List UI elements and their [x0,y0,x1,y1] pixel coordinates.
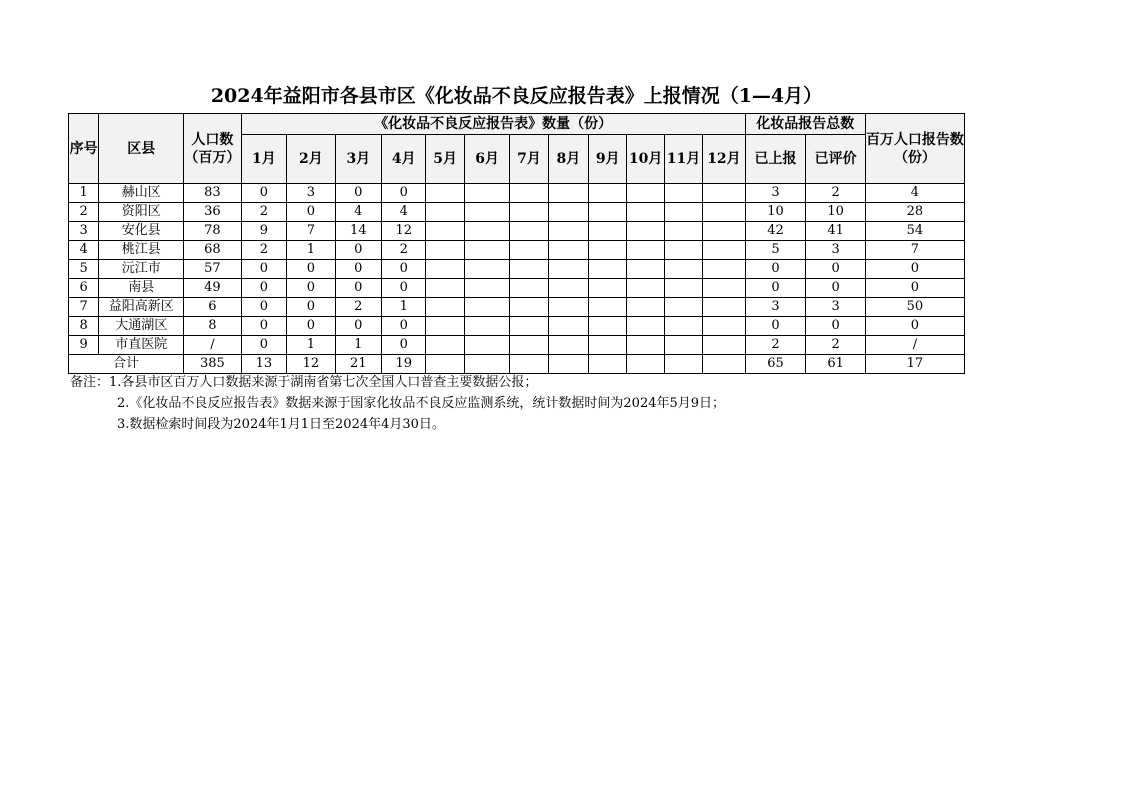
row-month-empty [464,279,509,298]
row-month-empty [703,317,746,336]
header-population: 人口数（百万） [184,114,242,184]
row-month-empty [664,279,702,298]
total-month-empty [510,355,548,374]
row-population: 68 [184,241,242,260]
row-population: 83 [184,184,242,203]
row-month-value: 0 [382,260,426,279]
row-month-value: 2 [241,241,286,260]
row-month-empty [664,336,702,355]
row-month-empty [426,222,464,241]
row-month-empty [510,298,548,317]
row-month-empty [464,203,509,222]
row-month-value: 4 [382,203,426,222]
row-reported: 0 [745,279,806,298]
table-row [69,184,965,203]
row-population: 6 [184,298,242,317]
row-per-million: / [865,336,964,355]
row-reported: 3 [745,298,806,317]
row-seq: 9 [69,336,99,355]
row-month-empty [510,317,548,336]
row-evaluated: 41 [806,222,866,241]
row-month-value: 0 [241,260,286,279]
row-month-empty [548,184,588,203]
row-month-empty [510,279,548,298]
row-reported: 2 [745,336,806,355]
header-district: 区县 [99,114,184,184]
row-district: 桃江县 [99,241,184,260]
row-month-value: 0 [241,298,286,317]
row-month-empty [627,241,664,260]
table-row [69,336,965,355]
header-month: 12月 [703,135,746,184]
row-month-value: 0 [335,184,381,203]
row-evaluated: 3 [806,241,866,260]
row-month-empty [426,203,464,222]
row-month-empty [664,184,702,203]
row-district: 大通湖区 [99,317,184,336]
header-month: 8月 [548,135,588,184]
row-month-value: 0 [241,184,286,203]
row-month-value: 4 [335,203,381,222]
row-population: 36 [184,203,242,222]
row-month-value: 0 [287,279,335,298]
row-month-empty [627,184,664,203]
row-population: 49 [184,279,242,298]
row-month-empty [589,260,627,279]
row-month-value: 0 [382,336,426,355]
row-per-million: 0 [865,317,964,336]
row-month-empty [703,279,746,298]
row-month-empty [426,317,464,336]
row-reported: 0 [745,260,806,279]
row-month-empty [589,279,627,298]
row-month-value: 0 [335,279,381,298]
row-month-empty [627,336,664,355]
row-month-empty [589,317,627,336]
header-month: 4月 [382,135,426,184]
row-per-million: 54 [865,222,964,241]
row-month-empty [664,222,702,241]
row-month-empty [664,241,702,260]
total-population: 385 [184,355,242,374]
row-district: 赫山区 [99,184,184,203]
row-month-empty [589,184,627,203]
row-month-empty [589,241,627,260]
row-seq: 5 [69,260,99,279]
row-month-value: 0 [335,260,381,279]
total-row [69,355,965,374]
row-month-empty [664,203,702,222]
row-month-empty [664,298,702,317]
row-month-empty [589,336,627,355]
row-month-empty [548,279,588,298]
row-month-empty [627,317,664,336]
row-month-empty [664,317,702,336]
total-evaluated: 61 [806,355,866,374]
row-population: 78 [184,222,242,241]
row-month-empty [464,222,509,241]
report-table [68,113,965,374]
row-evaluated: 3 [806,298,866,317]
table-body [69,184,965,374]
table-row [69,317,965,336]
header-total-group: 化妆品报告总数 [745,114,865,135]
row-month-empty [703,260,746,279]
row-month-empty [510,203,548,222]
row-month-empty [548,203,588,222]
row-month-empty [703,241,746,260]
total-month-empty [664,355,702,374]
total-month-empty [548,355,588,374]
row-evaluated: 2 [806,184,866,203]
header-reported: 已上报 [745,135,806,184]
header-month: 9月 [589,135,627,184]
row-seq: 4 [69,241,99,260]
row-month-empty [627,222,664,241]
row-month-value: 2 [241,203,286,222]
row-month-value: 0 [335,241,381,260]
row-month-value: 0 [287,203,335,222]
row-per-million: 7 [865,241,964,260]
header-evaluated: 已评价 [806,135,866,184]
row-month-value: 14 [335,222,381,241]
row-reported: 5 [745,241,806,260]
row-month-empty [464,298,509,317]
row-reported: 10 [745,203,806,222]
row-month-empty [703,222,746,241]
row-reported: 0 [745,317,806,336]
row-population: 57 [184,260,242,279]
page-title: 2024年益阳市各县市区《化妆品不良反应报告表》上报情况（1—4月） [210,85,823,107]
row-month-value: 2 [335,298,381,317]
total-month-value: 21 [335,355,381,374]
row-seq: 8 [69,317,99,336]
total-label: 合计 [69,355,184,374]
header-per-million: 百万人口报告数（份） [865,114,964,184]
row-per-million: 28 [865,203,964,222]
row-per-million: 0 [865,279,964,298]
header-seq: 序号 [69,114,99,184]
row-month-empty [510,260,548,279]
row-seq: 2 [69,203,99,222]
header-month: 2月 [287,135,335,184]
total-month-value: 13 [241,355,286,374]
row-month-empty [426,260,464,279]
row-month-empty [548,298,588,317]
header-month: 5月 [426,135,464,184]
row-month-empty [464,260,509,279]
row-month-value: 0 [382,317,426,336]
row-month-empty [426,336,464,355]
header-month: 6月 [464,135,509,184]
row-month-value: 0 [287,317,335,336]
row-seq: 6 [69,279,99,298]
row-month-empty [426,184,464,203]
row-seq: 1 [69,184,99,203]
row-month-value: 0 [335,317,381,336]
table-row [69,298,965,317]
total-month-empty [589,355,627,374]
row-district: 市直医院 [99,336,184,355]
row-month-empty [510,184,548,203]
row-reported: 3 [745,184,806,203]
row-per-million: 4 [865,184,964,203]
table-row [69,260,965,279]
row-population: / [184,336,242,355]
total-month-empty [703,355,746,374]
total-month-empty [627,355,664,374]
table-row [69,241,965,260]
row-month-empty [426,298,464,317]
table-row [69,279,965,298]
row-month-empty [548,336,588,355]
header-row-1 [69,114,965,135]
row-month-value: 9 [241,222,286,241]
table-row [69,203,965,222]
row-evaluated: 2 [806,336,866,355]
row-month-empty [627,203,664,222]
row-district: 益阳高新区 [99,298,184,317]
row-month-value: 0 [241,317,286,336]
row-month-empty [703,184,746,203]
row-month-empty [589,222,627,241]
row-month-value: 0 [287,260,335,279]
row-month-empty [627,298,664,317]
row-district: 资阳区 [99,203,184,222]
row-month-value: 3 [287,184,335,203]
row-month-empty [464,184,509,203]
row-month-value: 1 [335,336,381,355]
total-reported: 65 [745,355,806,374]
row-month-empty [426,279,464,298]
row-month-value: 0 [382,184,426,203]
note-line: 3.数据检索时间段为2024年1月1日至2024年4月30日。 [117,417,445,432]
row-month-empty [548,317,588,336]
header-month: 7月 [510,135,548,184]
header-month: 3月 [335,135,381,184]
row-month-value: 1 [287,241,335,260]
row-month-empty [703,203,746,222]
row-month-empty [548,241,588,260]
row-per-million: 50 [865,298,964,317]
total-month-value: 12 [287,355,335,374]
row-seq: 7 [69,298,99,317]
total-per-million: 17 [865,355,964,374]
row-month-empty [627,279,664,298]
row-month-empty [548,260,588,279]
row-reported: 42 [745,222,806,241]
row-district: 安化县 [99,222,184,241]
row-month-empty [464,317,509,336]
notes [70,372,725,435]
header-month: 11月 [664,135,702,184]
row-month-empty [703,298,746,317]
row-per-million: 0 [865,260,964,279]
total-month-empty [464,355,509,374]
table-row [69,222,965,241]
row-month-empty [426,241,464,260]
row-month-value: 2 [382,241,426,260]
row-month-empty [589,203,627,222]
row-district: 沅江市 [99,260,184,279]
row-population: 8 [184,317,242,336]
row-month-value: 7 [287,222,335,241]
header-report-quantity: 《化妆品不良反应报告表》数量（份） [241,114,745,135]
row-month-empty [589,298,627,317]
header-month: 1月 [241,135,286,184]
row-month-value: 0 [241,336,286,355]
row-evaluated: 0 [806,317,866,336]
row-evaluated: 10 [806,203,866,222]
header-month: 10月 [627,135,664,184]
row-month-empty [510,241,548,260]
row-month-value: 0 [287,298,335,317]
row-month-value: 1 [382,298,426,317]
row-month-empty [464,241,509,260]
row-month-empty [664,260,702,279]
row-evaluated: 0 [806,260,866,279]
total-month-value: 19 [382,355,426,374]
row-month-empty [510,336,548,355]
row-month-empty [703,336,746,355]
row-month-empty [627,260,664,279]
row-district: 南县 [99,279,184,298]
note-line: 2.《化妆品不良反应报告表》数据来源于国家化妆品不良反应监测系统，统计数据时间为2024年5月9日； [117,396,726,411]
row-seq: 3 [69,222,99,241]
row-month-value: 0 [241,279,286,298]
note-line: 备注：1.各县市区百万人口数据来源于湖南省第七次全国人口普查主要数据公报； [70,375,538,390]
row-month-empty [464,336,509,355]
total-month-empty [426,355,464,374]
row-month-empty [548,222,588,241]
row-evaluated: 0 [806,279,866,298]
row-month-empty [510,222,548,241]
row-month-value: 1 [287,336,335,355]
row-month-value: 0 [382,279,426,298]
row-month-value: 12 [382,222,426,241]
